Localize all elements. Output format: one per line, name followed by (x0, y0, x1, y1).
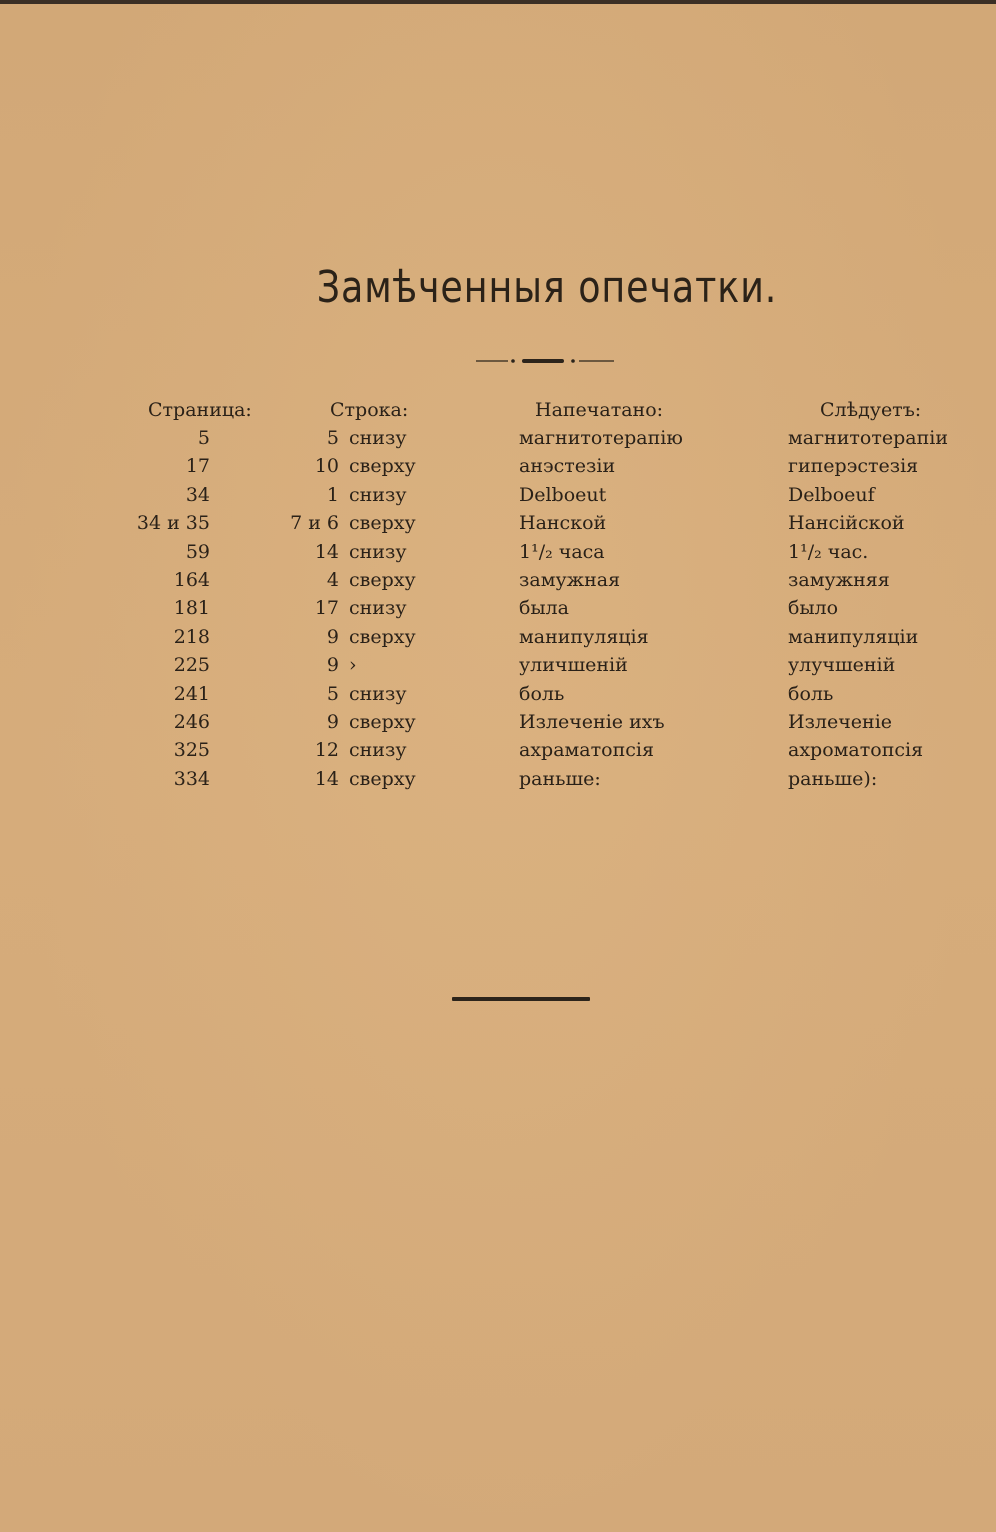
errata-line-number-cell: 5 (326, 427, 339, 449)
errata-row (0, 424, 996, 452)
errata-line-number-cell: 12 (314, 739, 339, 762)
errata-line-position-cell: снизу (349, 427, 407, 449)
errata-printed-cell: анэстезіи (519, 455, 616, 478)
errata-correction-cell: Нансійской (788, 512, 905, 535)
errata-page-cell: 59 (185, 540, 210, 563)
ornament-divider (476, 356, 616, 366)
column-header-line: Строка: (330, 399, 409, 421)
errata-correction-cell: замужняя (788, 569, 890, 591)
errata-correction-cell: улучшеній (788, 654, 896, 677)
errata-page-cell: 225 (173, 654, 210, 677)
errata-printed-cell: раньше: (519, 767, 601, 790)
errata-correction-cell: раньше): (788, 767, 878, 790)
errata-printed-cell: манипуляція (519, 625, 649, 648)
errata-row (0, 708, 996, 736)
bottom-rule (452, 997, 590, 1001)
errata-correction-cell: манипуляціи (788, 625, 919, 648)
errata-line-number-cell: 1 (326, 483, 339, 506)
errata-row (0, 736, 996, 764)
errata-printed-cell: Нанской (519, 512, 607, 535)
errata-page-cell: 5 (197, 427, 210, 449)
errata-correction-cell: было (788, 597, 839, 620)
errata-row (0, 481, 996, 509)
errata-line-number-cell: 9 (326, 654, 339, 677)
errata-line-position-cell: сверху (349, 625, 416, 648)
errata-printed-cell: ахраматопсія (519, 739, 654, 762)
errata-row (0, 566, 996, 594)
errata-row (0, 594, 996, 622)
errata-page-cell: 34 (185, 483, 210, 506)
errata-line-position-cell: снизу (349, 597, 407, 620)
errata-correction-cell: боль (788, 682, 834, 705)
errata-line-position-cell: сверху (349, 711, 416, 733)
column-header-printed: Напечатано: (535, 399, 664, 421)
errata-line-number-cell: 9 (326, 625, 339, 648)
errata-line-position-cell: снизу (349, 483, 407, 506)
errata-printed-cell: Delboeut (519, 483, 607, 506)
errata-row (0, 538, 996, 566)
errata-page-cell: 164 (173, 569, 210, 591)
errata-page-cell: 181 (173, 597, 210, 620)
errata-line-number-cell: 14 (314, 540, 339, 563)
errata-line-number-cell: 5 (326, 682, 339, 705)
errata-page-cell: 17 (185, 455, 210, 478)
errata-correction-cell: Delboeuf (788, 483, 875, 506)
errata-line-position-cell: снизу (349, 739, 407, 762)
errata-line-number-cell: 4 (326, 569, 339, 591)
errata-line-number-cell: 7 и 6 (290, 512, 339, 535)
errata-line-position-cell: сверху (349, 767, 416, 790)
errata-page-cell: 325 (173, 739, 210, 762)
errata-printed-cell: замужная (519, 569, 621, 591)
errata-line-number-cell: 9 (326, 711, 339, 733)
errata-page-cell: 34 и 35 (136, 512, 210, 535)
errata-correction-cell: ахроматопсія (788, 739, 924, 762)
errata-correction-cell: 1¹/₂ час. (788, 540, 869, 563)
errata-printed-cell: уличшеній (519, 654, 628, 677)
errata-page-cell: 218 (173, 625, 210, 648)
errata-printed-cell: боль (519, 682, 565, 705)
column-header-should: Слѣдуетъ: (820, 399, 922, 421)
errata-line-number-cell: 10 (314, 455, 339, 478)
errata-line-position-cell: сверху (349, 455, 416, 478)
errata-page-cell: 334 (173, 767, 210, 790)
errata-row (0, 452, 996, 480)
errata-row (0, 651, 996, 679)
errata-line-position-cell: снизу (349, 682, 407, 705)
errata-line-position-cell: › (349, 654, 357, 677)
errata-line-position-cell: сверху (349, 512, 416, 535)
errata-row (0, 765, 996, 793)
errata-line-position-cell: снизу (349, 540, 407, 563)
errata-line-position-cell: сверху (349, 569, 416, 591)
errata-correction-cell: Излеченіе (788, 711, 893, 733)
errata-printed-cell: магнитотерапію (519, 427, 683, 449)
errata-line-number-cell: 14 (314, 767, 339, 790)
page-title: Замѣченныя опечатки. (316, 262, 778, 313)
errata-correction-cell: гиперэстезія (788, 455, 919, 478)
errata-row (0, 680, 996, 708)
errata-printed-cell: 1¹/₂ часа (519, 540, 605, 563)
errata-row (0, 623, 996, 651)
column-header-page: Страница: (148, 399, 252, 421)
page-top-edge (0, 0, 996, 4)
errata-printed-cell: Излеченіе ихъ (519, 711, 665, 733)
errata-page-cell: 241 (173, 682, 210, 705)
errata-line-number-cell: 17 (314, 597, 339, 620)
errata-page-cell: 246 (173, 711, 210, 733)
errata-row (0, 509, 996, 537)
errata-header-row (0, 396, 996, 424)
errata-printed-cell: была (519, 597, 569, 620)
errata-correction-cell: магнитотерапіи (788, 427, 948, 449)
